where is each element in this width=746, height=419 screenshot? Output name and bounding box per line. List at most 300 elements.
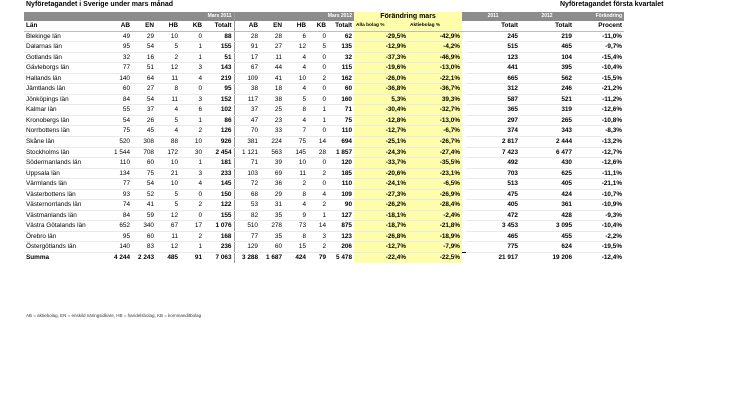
value-cell: -46,9% <box>408 52 462 63</box>
header-year-2012: 2012 <box>520 12 574 21</box>
value-cell: -24,1% <box>354 179 408 190</box>
value-cell: 79 <box>308 253 328 263</box>
table-row <box>24 42 624 53</box>
value-cell: -22,1% <box>408 73 462 84</box>
value-cell: 430 <box>520 158 574 169</box>
value-cell: 5 <box>156 42 180 53</box>
value-cell: 8 <box>284 189 308 200</box>
value-cell: 172 <box>156 147 180 158</box>
value-cell: 246 <box>520 84 574 95</box>
value-cell: 1 <box>308 210 328 221</box>
value-cell: 17 <box>234 52 260 63</box>
value-cell: -12,4% <box>574 253 624 263</box>
value-cell: 428 <box>520 210 574 221</box>
value-cell: -25,1% <box>354 137 408 148</box>
value-cell: 405 <box>466 200 520 211</box>
value-cell: 37 <box>234 105 260 116</box>
county-name-cell: Summa <box>24 253 110 263</box>
value-cell: 2 <box>180 200 204 211</box>
value-cell: 520 <box>110 137 132 148</box>
value-cell: -27,3% <box>354 189 408 200</box>
value-cell: -36,7% <box>408 84 462 95</box>
value-cell: 0 <box>180 84 204 95</box>
column-header: HB <box>284 21 308 31</box>
county-name-cell: Uppsala län <box>24 168 110 179</box>
value-cell: -6,5% <box>408 179 462 190</box>
value-cell: 160 <box>328 94 354 105</box>
value-cell: 75 <box>328 115 354 126</box>
county-name-cell: Östergötlands län <box>24 242 110 253</box>
value-cell: 155 <box>204 42 234 53</box>
value-cell: 28 <box>234 31 260 42</box>
value-cell: -12,8% <box>354 115 408 126</box>
header-forandring: Förändring <box>574 12 624 21</box>
value-cell: 39 <box>260 158 284 169</box>
table-row <box>24 52 624 63</box>
value-cell: 694 <box>328 137 354 148</box>
value-cell: 38 <box>234 84 260 95</box>
value-cell: 168 <box>204 231 234 242</box>
value-cell: 11 <box>156 231 180 242</box>
value-cell: 424 <box>284 253 308 263</box>
value-cell: 27 <box>132 84 156 95</box>
county-name-cell: Jönköpings län <box>24 94 110 105</box>
table-title-march: Nyföretagandet i Sverige under mars månad <box>26 1 174 8</box>
value-cell: 12 <box>156 63 180 74</box>
value-cell: 6 <box>284 31 308 42</box>
value-cell: 365 <box>466 105 520 116</box>
value-cell: -19,5% <box>574 242 624 253</box>
table-row <box>24 200 624 211</box>
value-cell: 7 423 <box>466 147 520 158</box>
value-cell: 115 <box>328 63 354 74</box>
value-cell: 27 <box>260 42 284 53</box>
value-cell: 5 <box>156 115 180 126</box>
value-cell: 67 <box>234 63 260 74</box>
county-name-cell: Västmanlands län <box>24 210 110 221</box>
value-cell: 224 <box>260 137 284 148</box>
value-cell: 3 095 <box>520 221 574 232</box>
value-cell: 71 <box>328 105 354 116</box>
value-cell: 4 <box>284 200 308 211</box>
value-cell: -11,1% <box>574 168 624 179</box>
county-name-cell: Gävleborgs län <box>24 63 110 74</box>
value-cell: 0 <box>180 31 204 42</box>
value-cell: 32 <box>328 52 354 63</box>
value-cell: 7 063 <box>204 253 234 263</box>
value-cell: 2 <box>308 200 328 211</box>
value-cell: -26,2% <box>354 200 408 211</box>
value-cell: 103 <box>234 168 260 179</box>
value-cell: 77 <box>110 63 132 74</box>
value-cell: 0 <box>308 84 328 95</box>
column-header: Totalt <box>204 21 234 31</box>
value-cell: -9,7% <box>574 42 624 53</box>
value-cell: 1 121 <box>234 147 260 158</box>
value-cell: 75 <box>284 137 308 148</box>
value-cell: 4 <box>156 126 180 137</box>
value-cell: 145 <box>204 179 234 190</box>
value-cell: 265 <box>520 115 574 126</box>
value-cell: 83 <box>132 242 156 253</box>
value-cell: 652 <box>110 221 132 232</box>
value-cell: 10 <box>284 158 308 169</box>
value-cell: 1 857 <box>328 147 354 158</box>
value-cell: 37 <box>132 105 156 116</box>
value-cell: 515 <box>466 42 520 53</box>
value-cell: 117 <box>234 94 260 105</box>
value-cell: 59 <box>132 210 156 221</box>
value-cell: 51 <box>204 52 234 63</box>
value-cell: 2 <box>180 126 204 137</box>
value-cell: -26,9% <box>408 189 462 200</box>
value-cell: 7 <box>284 126 308 137</box>
value-cell: 17 <box>180 221 204 232</box>
value-cell: 2 444 <box>520 137 574 148</box>
value-cell: 2 <box>156 52 180 63</box>
value-cell: 8 <box>284 105 308 116</box>
value-cell: 95 <box>204 84 234 95</box>
value-cell: 126 <box>204 126 234 137</box>
value-cell: 51 <box>132 63 156 74</box>
value-cell: 123 <box>466 52 520 63</box>
value-cell: 4 <box>284 52 308 63</box>
value-cell: 308 <box>132 137 156 148</box>
value-cell: -4,2% <box>408 42 462 53</box>
value-cell: 21 917 <box>466 253 520 263</box>
value-cell: 36 <box>260 179 284 190</box>
table-row <box>24 84 624 95</box>
value-cell: 233 <box>204 168 234 179</box>
value-cell: 0 <box>180 210 204 221</box>
value-cell: 181 <box>204 158 234 169</box>
value-cell: -21,8% <box>408 221 462 232</box>
value-cell: 26 <box>132 115 156 126</box>
value-cell: -37,3% <box>354 52 408 63</box>
value-cell: 84 <box>110 94 132 105</box>
county-name-cell: Västerbottens län <box>24 189 110 200</box>
value-cell: 11 <box>156 73 180 84</box>
column-header: Totalt <box>328 21 354 31</box>
value-cell: 2 <box>284 179 308 190</box>
value-cell: 10 <box>180 137 204 148</box>
value-cell: 54 <box>132 179 156 190</box>
value-cell: 492 <box>466 158 520 169</box>
value-cell: 0 <box>180 189 204 200</box>
value-cell: 11 <box>156 94 180 105</box>
column-header: AB <box>110 21 132 31</box>
value-cell: -26,0% <box>354 73 408 84</box>
value-cell: 2 <box>308 242 328 253</box>
table-row <box>24 31 624 42</box>
value-cell: 562 <box>520 73 574 84</box>
value-cell: 86 <box>204 115 234 126</box>
table-row <box>24 126 624 137</box>
value-cell: 3 <box>180 63 204 74</box>
value-cell: 206 <box>328 242 354 253</box>
value-cell: 44 <box>260 63 284 74</box>
value-cell: -32,7% <box>408 105 462 116</box>
value-cell: 93 <box>110 189 132 200</box>
value-cell: -23,1% <box>408 168 462 179</box>
value-cell: -10,7% <box>574 189 624 200</box>
value-cell: 12 <box>284 42 308 53</box>
value-cell: 5 478 <box>328 253 354 263</box>
value-cell: 3 453 <box>466 221 520 232</box>
value-cell: 926 <box>204 137 234 148</box>
value-cell: 465 <box>520 42 574 53</box>
value-cell: 5 <box>308 42 328 53</box>
value-cell: -22,5% <box>408 253 462 263</box>
column-header: HB <box>156 21 180 31</box>
value-cell: -22,4% <box>354 253 408 263</box>
value-cell: 28 <box>308 147 328 158</box>
table-row <box>24 179 624 190</box>
value-cell: 16 <box>132 52 156 63</box>
value-cell: 4 <box>156 105 180 116</box>
value-cell: -13,0% <box>408 115 462 126</box>
value-cell: 10 <box>156 31 180 42</box>
value-cell: -13,2% <box>574 137 624 148</box>
value-cell: 2 <box>308 73 328 84</box>
value-cell: 91 <box>180 253 204 263</box>
header-forandring-mars: Förändring mars <box>354 12 462 21</box>
value-cell: 75 <box>110 126 132 137</box>
value-cell: 1 <box>180 158 204 169</box>
value-cell: 3 <box>308 231 328 242</box>
value-cell: 41 <box>132 200 156 211</box>
table-row <box>24 210 624 221</box>
value-cell: 23 <box>260 115 284 126</box>
statistics-table <box>24 12 624 263</box>
value-cell: -9,3% <box>574 210 624 221</box>
value-cell: 4 <box>284 63 308 74</box>
header-year-2011: 2011 <box>466 12 520 21</box>
table-row <box>24 231 624 242</box>
value-cell: -12,7% <box>354 242 408 253</box>
value-cell: 69 <box>260 168 284 179</box>
column-header: Aktiebolag % <box>408 21 462 31</box>
value-cell: 102 <box>204 105 234 116</box>
value-cell: 25 <box>260 105 284 116</box>
value-cell: -26,7% <box>408 137 462 148</box>
value-cell: 45 <box>132 126 156 137</box>
value-cell: 5 <box>156 189 180 200</box>
value-cell: 361 <box>520 200 574 211</box>
value-cell: 35 <box>260 210 284 221</box>
value-cell: 10 <box>284 73 308 84</box>
county-name-cell: Norrbottens län <box>24 126 110 137</box>
column-header: KB <box>308 21 328 31</box>
value-cell: -11,2% <box>574 94 624 105</box>
table-row <box>24 221 624 232</box>
value-cell: -15,4% <box>574 52 624 63</box>
value-cell: 53 <box>234 200 260 211</box>
table-row <box>24 115 624 126</box>
county-name-cell: Hallands län <box>24 73 110 84</box>
value-cell: 219 <box>204 73 234 84</box>
value-cell: 84 <box>110 210 132 221</box>
value-cell: 0 <box>308 158 328 169</box>
value-cell: 64 <box>132 73 156 84</box>
value-cell: 12 <box>156 242 180 253</box>
value-cell: 39,3% <box>408 94 462 105</box>
table-row <box>24 147 624 158</box>
table-row <box>24 105 624 116</box>
column-header: AB <box>234 21 260 31</box>
value-cell: 10 <box>156 158 180 169</box>
column-header: Procent <box>574 21 624 31</box>
value-cell: 875 <box>328 221 354 232</box>
value-cell: 708 <box>132 147 156 158</box>
value-cell: 245 <box>466 31 520 42</box>
value-cell: 405 <box>520 179 574 190</box>
value-cell: 35 <box>260 231 284 242</box>
value-cell: 4 244 <box>110 253 132 263</box>
value-cell: 665 <box>466 73 520 84</box>
value-cell: 312 <box>466 84 520 95</box>
value-cell: 150 <box>204 189 234 200</box>
summary-row <box>24 253 624 263</box>
value-cell: 47 <box>234 115 260 126</box>
value-cell: 30 <box>180 147 204 158</box>
value-cell: 12 <box>156 210 180 221</box>
value-cell: -12,7% <box>574 147 624 158</box>
value-cell: -10,8% <box>574 115 624 126</box>
value-cell: -13,0% <box>408 63 462 74</box>
value-cell: 71 <box>234 158 260 169</box>
value-cell: 485 <box>156 253 180 263</box>
value-cell: 219 <box>520 31 574 42</box>
value-cell: -18,7% <box>354 221 408 232</box>
value-cell: 75 <box>132 168 156 179</box>
column-header: Län <box>24 21 110 31</box>
value-cell: 54 <box>132 42 156 53</box>
value-cell: 77 <box>234 231 260 242</box>
value-cell: 143 <box>204 63 234 74</box>
value-cell: 185 <box>328 168 354 179</box>
county-name-cell: Södermanlands län <box>24 158 110 169</box>
value-cell: 14 <box>308 221 328 232</box>
value-cell: 70 <box>234 126 260 137</box>
value-cell: -12,6% <box>574 158 624 169</box>
value-cell: 395 <box>520 63 574 74</box>
value-cell: 33 <box>260 126 284 137</box>
value-cell: 129 <box>234 242 260 253</box>
value-cell: -12,6% <box>574 105 624 116</box>
value-cell: 2 817 <box>466 137 520 148</box>
value-cell: 10 <box>156 179 180 190</box>
county-name-cell: Örebro län <box>24 231 110 242</box>
value-cell: 472 <box>466 210 520 221</box>
value-cell: 343 <box>520 126 574 137</box>
value-cell: 140 <box>110 242 132 253</box>
county-name-cell: Västra Götalands län <box>24 221 110 232</box>
value-cell: 441 <box>466 63 520 74</box>
value-cell: 0 <box>308 94 328 105</box>
table-title-quarter: Nyföretagandet första kvartalet <box>560 1 664 8</box>
value-cell: 60 <box>132 231 156 242</box>
value-cell: 424 <box>520 189 574 200</box>
value-cell: 0 <box>308 63 328 74</box>
county-name-cell: Blekinge län <box>24 31 110 42</box>
value-cell: 775 <box>466 242 520 253</box>
value-cell: 155 <box>204 210 234 221</box>
column-header: Totalt <box>520 21 574 31</box>
value-cell: 4 <box>308 189 328 200</box>
value-cell: 513 <box>466 179 520 190</box>
value-cell: -11,0% <box>574 31 624 42</box>
header-row-top <box>24 12 624 21</box>
table-row <box>24 94 624 105</box>
value-cell: 4 <box>180 179 204 190</box>
value-cell: 60 <box>328 84 354 95</box>
table-row <box>24 189 624 200</box>
value-cell: 3 <box>180 94 204 105</box>
value-cell: 62 <box>328 31 354 42</box>
value-cell: 587 <box>466 94 520 105</box>
value-cell: 123 <box>328 231 354 242</box>
value-cell: -20,6% <box>354 168 408 179</box>
county-name-cell: Dalarnas län <box>24 42 110 53</box>
value-cell: -15,5% <box>574 73 624 84</box>
value-cell: 74 <box>110 200 132 211</box>
value-cell: 2 243 <box>132 253 156 263</box>
value-cell: 6 <box>180 105 204 116</box>
value-cell: 91 <box>234 42 260 53</box>
value-cell: 8 <box>284 231 308 242</box>
value-cell: 1 <box>180 52 204 63</box>
column-header: EN <box>132 21 156 31</box>
value-cell: -42,9% <box>408 31 462 42</box>
value-cell: 1 <box>308 105 328 116</box>
value-cell: 72 <box>234 179 260 190</box>
value-cell: 110 <box>110 158 132 169</box>
column-header: EN <box>260 21 284 31</box>
value-cell: 455 <box>520 231 574 242</box>
value-cell: 55 <box>110 105 132 116</box>
county-name-cell: Stockholms län <box>24 147 110 158</box>
value-cell: -7,9% <box>408 242 462 253</box>
value-cell: -6,7% <box>408 126 462 137</box>
table-row <box>24 63 624 74</box>
value-cell: 77 <box>110 179 132 190</box>
value-cell: -19,6% <box>354 63 408 74</box>
value-cell: 625 <box>520 168 574 179</box>
value-cell: 14 <box>308 137 328 148</box>
value-cell: 145 <box>284 147 308 158</box>
header-mars-2012: Mars 2012 <box>234 12 354 21</box>
value-cell: 8 <box>156 84 180 95</box>
value-cell: 1 <box>308 115 328 126</box>
value-cell: 1 687 <box>260 253 284 263</box>
value-cell: 60 <box>110 84 132 95</box>
value-cell: -33,7% <box>354 158 408 169</box>
value-cell: 297 <box>466 115 520 126</box>
value-cell: -12,7% <box>354 126 408 137</box>
table-body <box>24 31 624 263</box>
value-cell: 1 <box>180 42 204 53</box>
value-cell: 135 <box>328 42 354 53</box>
value-cell: 2 <box>308 168 328 179</box>
value-cell: 60 <box>260 242 284 253</box>
value-cell: 1 <box>180 115 204 126</box>
value-cell: 140 <box>110 73 132 84</box>
value-cell: 236 <box>204 242 234 253</box>
value-cell: -18,1% <box>354 210 408 221</box>
value-cell: 29 <box>260 189 284 200</box>
value-cell: 15 <box>284 242 308 253</box>
